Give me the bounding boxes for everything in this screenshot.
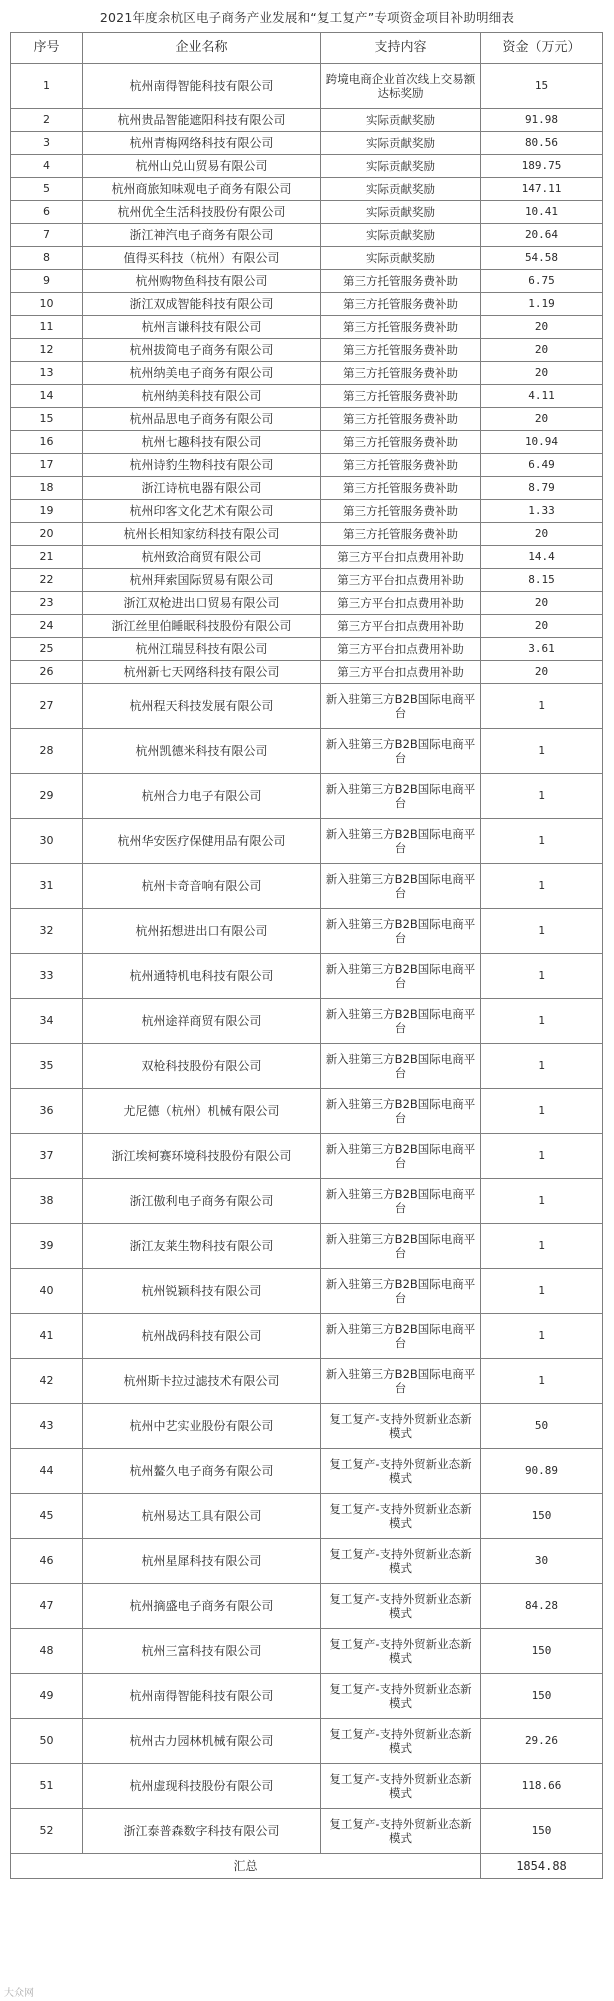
row-support-type: 跨境电商企业首次线上交易额达标奖励	[321, 64, 481, 109]
row-company-name: 杭州合力电子有限公司	[83, 774, 321, 819]
row-no: 15	[11, 408, 83, 431]
row-amount: 6.75	[481, 270, 603, 293]
row-amount: 1	[481, 684, 603, 729]
row-company-name: 杭州商旅知味观电子商务有限公司	[83, 178, 321, 201]
row-no: 4	[11, 155, 83, 178]
table-row	[11, 1134, 603, 1179]
row-company-name: 浙江傲利电子商务有限公司	[83, 1179, 321, 1224]
table-row	[11, 1674, 603, 1719]
row-support-type: 第三方托管服务费补助	[321, 362, 481, 385]
row-no: 42	[11, 1359, 83, 1404]
row-company-name: 杭州山兑山贸易有限公司	[83, 155, 321, 178]
row-support-type: 新入驻第三方B2B国际电商平台	[321, 1134, 481, 1179]
table-row	[11, 1179, 603, 1224]
row-no: 10	[11, 293, 83, 316]
row-company-name: 尤尼德（杭州）机械有限公司	[83, 1089, 321, 1134]
row-amount: 189.75	[481, 155, 603, 178]
row-support-type: 实际贡献奖励	[321, 224, 481, 247]
row-company-name: 浙江泰普森数字科技有限公司	[83, 1809, 321, 1854]
subsidy-table	[10, 32, 603, 1879]
table-row	[11, 1809, 603, 1854]
row-no: 40	[11, 1269, 83, 1314]
row-no: 24	[11, 615, 83, 638]
row-amount: 1	[481, 1359, 603, 1404]
row-support-type: 实际贡献奖励	[321, 109, 481, 132]
row-amount: 147.11	[481, 178, 603, 201]
row-support-type: 第三方平台扣点费用补助	[321, 615, 481, 638]
row-support-type: 第三方托管服务费补助	[321, 270, 481, 293]
row-amount: 1	[481, 1134, 603, 1179]
row-no: 12	[11, 339, 83, 362]
row-amount: 1	[481, 729, 603, 774]
row-company-name: 杭州星犀科技有限公司	[83, 1539, 321, 1584]
row-company-name: 杭州卡奇音响有限公司	[83, 864, 321, 909]
row-no: 51	[11, 1764, 83, 1809]
row-company-name: 杭州印客文化艺术有限公司	[83, 500, 321, 523]
table-row	[11, 523, 603, 546]
row-no: 17	[11, 454, 83, 477]
table-row	[11, 178, 603, 201]
row-support-type: 第三方托管服务费补助	[321, 316, 481, 339]
row-support-type: 第三方托管服务费补助	[321, 523, 481, 546]
table-row	[11, 1449, 603, 1494]
row-no: 23	[11, 592, 83, 615]
header-amount: 资金（万元）	[481, 33, 603, 64]
row-company-name: 双枪科技股份有限公司	[83, 1044, 321, 1089]
row-support-type: 实际贡献奖励	[321, 178, 481, 201]
row-no: 22	[11, 569, 83, 592]
row-support-type: 第三方托管服务费补助	[321, 293, 481, 316]
row-company-name: 杭州品思电子商务有限公司	[83, 408, 321, 431]
row-no: 34	[11, 999, 83, 1044]
row-no: 32	[11, 909, 83, 954]
row-company-name: 杭州南得智能科技有限公司	[83, 64, 321, 109]
row-no: 44	[11, 1449, 83, 1494]
row-company-name: 杭州优全生活科技股份有限公司	[83, 201, 321, 224]
row-support-type: 新入驻第三方B2B国际电商平台	[321, 729, 481, 774]
header-company-name: 企业名称	[83, 33, 321, 64]
row-amount: 14.4	[481, 546, 603, 569]
row-support-type: 新入驻第三方B2B国际电商平台	[321, 909, 481, 954]
row-company-name: 浙江神汽电子商务有限公司	[83, 224, 321, 247]
table-row	[11, 1719, 603, 1764]
table-row	[11, 339, 603, 362]
row-amount: 4.11	[481, 385, 603, 408]
row-support-type: 第三方托管服务费补助	[321, 500, 481, 523]
row-support-type: 新入驻第三方B2B国际电商平台	[321, 1089, 481, 1134]
row-company-name: 浙江友莱生物科技有限公司	[83, 1224, 321, 1269]
row-support-type: 新入驻第三方B2B国际电商平台	[321, 954, 481, 999]
row-company-name: 杭州斯卡拉过滤技术有限公司	[83, 1359, 321, 1404]
total-amount: 1854.88	[481, 1854, 603, 1879]
row-amount: 84.28	[481, 1584, 603, 1629]
row-company-name: 杭州纳美科技有限公司	[83, 385, 321, 408]
table-row	[11, 592, 603, 615]
table-row	[11, 729, 603, 774]
table-row	[11, 1494, 603, 1539]
table-row	[11, 477, 603, 500]
row-no: 31	[11, 864, 83, 909]
row-no: 21	[11, 546, 83, 569]
row-company-name: 杭州中艺实业股份有限公司	[83, 1404, 321, 1449]
row-amount: 29.26	[481, 1719, 603, 1764]
table-row	[11, 774, 603, 819]
row-support-type: 第三方托管服务费补助	[321, 385, 481, 408]
row-company-name: 杭州拓想进出口有限公司	[83, 909, 321, 954]
row-company-name: 杭州言谦科技有限公司	[83, 316, 321, 339]
table-row	[11, 1269, 603, 1314]
row-support-type: 第三方托管服务费补助	[321, 339, 481, 362]
table-row	[11, 615, 603, 638]
row-amount: 1	[481, 864, 603, 909]
row-no: 48	[11, 1629, 83, 1674]
row-amount: 20	[481, 339, 603, 362]
row-support-type: 第三方托管服务费补助	[321, 454, 481, 477]
row-amount: 150	[481, 1629, 603, 1674]
row-company-name: 浙江丝里伯睡眠科技股份有限公司	[83, 615, 321, 638]
row-support-type: 第三方平台扣点费用补助	[321, 638, 481, 661]
row-company-name: 杭州摘盛电子商务有限公司	[83, 1584, 321, 1629]
row-support-type: 第三方托管服务费补助	[321, 408, 481, 431]
row-amount: 1	[481, 1269, 603, 1314]
table-row	[11, 109, 603, 132]
row-amount: 30	[481, 1539, 603, 1584]
row-amount: 1	[481, 1224, 603, 1269]
row-support-type: 第三方平台扣点费用补助	[321, 661, 481, 684]
table-row	[11, 224, 603, 247]
table-row	[11, 201, 603, 224]
row-amount: 10.41	[481, 201, 603, 224]
row-no: 43	[11, 1404, 83, 1449]
row-no: 33	[11, 954, 83, 999]
table-row	[11, 819, 603, 864]
row-amount: 6.49	[481, 454, 603, 477]
row-no: 28	[11, 729, 83, 774]
row-company-name: 杭州新七天网络科技有限公司	[83, 661, 321, 684]
row-company-name: 杭州拔简电子商务有限公司	[83, 339, 321, 362]
row-amount: 20	[481, 661, 603, 684]
row-support-type: 复工复产-支持外贸新业态新模式	[321, 1809, 481, 1854]
row-company-name: 杭州南得智能科技有限公司	[83, 1674, 321, 1719]
row-no: 19	[11, 500, 83, 523]
row-company-name: 杭州长相知家纺科技有限公司	[83, 523, 321, 546]
row-support-type: 复工复产-支持外贸新业态新模式	[321, 1494, 481, 1539]
row-no: 41	[11, 1314, 83, 1359]
row-no: 50	[11, 1719, 83, 1764]
row-company-name: 杭州诗豹生物科技有限公司	[83, 454, 321, 477]
row-support-type: 复工复产-支持外贸新业态新模式	[321, 1584, 481, 1629]
header-row	[11, 33, 603, 64]
row-no: 11	[11, 316, 83, 339]
table-row	[11, 500, 603, 523]
row-amount: 1	[481, 1314, 603, 1359]
row-support-type: 复工复产-支持外贸新业态新模式	[321, 1674, 481, 1719]
row-amount: 15	[481, 64, 603, 109]
row-amount: 1.19	[481, 293, 603, 316]
row-support-type: 复工复产-支持外贸新业态新模式	[321, 1449, 481, 1494]
row-company-name: 浙江双枪进出口贸易有限公司	[83, 592, 321, 615]
row-company-name: 浙江埃柯赛环境科技股份有限公司	[83, 1134, 321, 1179]
row-no: 16	[11, 431, 83, 454]
row-company-name: 杭州购物鱼科技有限公司	[83, 270, 321, 293]
row-support-type: 新入驻第三方B2B国际电商平台	[321, 1359, 481, 1404]
row-amount: 150	[481, 1494, 603, 1539]
row-support-type: 实际贡献奖励	[321, 247, 481, 270]
row-support-type: 复工复产-支持外贸新业态新模式	[321, 1719, 481, 1764]
table-row	[11, 954, 603, 999]
row-no: 35	[11, 1044, 83, 1089]
table-row	[11, 431, 603, 454]
row-amount: 90.89	[481, 1449, 603, 1494]
row-company-name: 杭州途祥商贸有限公司	[83, 999, 321, 1044]
row-support-type: 第三方平台扣点费用补助	[321, 546, 481, 569]
table-row	[11, 408, 603, 431]
row-support-type: 新入驻第三方B2B国际电商平台	[321, 1224, 481, 1269]
total-label: 汇总	[11, 1854, 481, 1879]
row-amount: 118.66	[481, 1764, 603, 1809]
row-company-name: 杭州虚现科技股份有限公司	[83, 1764, 321, 1809]
row-amount: 1	[481, 819, 603, 864]
table-row	[11, 64, 603, 109]
row-no: 27	[11, 684, 83, 729]
row-support-type: 第三方平台扣点费用补助	[321, 592, 481, 615]
row-amount: 20	[481, 362, 603, 385]
row-amount: 91.98	[481, 109, 603, 132]
table-row	[11, 999, 603, 1044]
row-no: 37	[11, 1134, 83, 1179]
row-company-name: 浙江诗杭电器有限公司	[83, 477, 321, 500]
row-support-type: 新入驻第三方B2B国际电商平台	[321, 999, 481, 1044]
row-support-type: 新入驻第三方B2B国际电商平台	[321, 774, 481, 819]
row-amount: 50	[481, 1404, 603, 1449]
row-no: 36	[11, 1089, 83, 1134]
row-amount: 1	[481, 999, 603, 1044]
row-amount: 1	[481, 1179, 603, 1224]
row-support-type: 新入驻第三方B2B国际电商平台	[321, 1269, 481, 1314]
table-row	[11, 1404, 603, 1449]
table-row	[11, 1764, 603, 1809]
row-amount: 20	[481, 408, 603, 431]
header-no: 序号	[11, 33, 83, 64]
row-company-name: 杭州华安医疗保健用品有限公司	[83, 819, 321, 864]
row-amount: 54.58	[481, 247, 603, 270]
row-amount: 1	[481, 774, 603, 819]
row-amount: 20	[481, 523, 603, 546]
page-title: 2021年度余杭区电子商务产业发展和“复工复产”专项资金项目补助明细表	[99, 10, 515, 25]
table-row	[11, 454, 603, 477]
row-amount: 20.64	[481, 224, 603, 247]
row-no: 30	[11, 819, 83, 864]
row-no: 47	[11, 1584, 83, 1629]
row-amount: 80.56	[481, 132, 603, 155]
table-row	[11, 362, 603, 385]
table-row	[11, 684, 603, 729]
row-amount: 10.94	[481, 431, 603, 454]
row-no: 29	[11, 774, 83, 819]
row-company-name: 杭州致洽商贸有限公司	[83, 546, 321, 569]
row-no: 2	[11, 109, 83, 132]
row-amount: 8.79	[481, 477, 603, 500]
row-company-name: 杭州易达工具有限公司	[83, 1494, 321, 1539]
row-no: 26	[11, 661, 83, 684]
row-company-name: 杭州凯德米科技有限公司	[83, 729, 321, 774]
row-no: 38	[11, 1179, 83, 1224]
row-no: 7	[11, 224, 83, 247]
row-company-name: 杭州贵品智能遮阳科技有限公司	[83, 109, 321, 132]
row-amount: 1	[481, 909, 603, 954]
row-company-name: 杭州纳美电子商务有限公司	[83, 362, 321, 385]
row-support-type: 新入驻第三方B2B国际电商平台	[321, 1179, 481, 1224]
row-no: 20	[11, 523, 83, 546]
row-amount: 20	[481, 615, 603, 638]
watermark: 大众网	[4, 1988, 34, 1999]
table-row	[11, 247, 603, 270]
row-amount: 1	[481, 1089, 603, 1134]
table-row	[11, 638, 603, 661]
row-amount: 20	[481, 592, 603, 615]
row-no: 39	[11, 1224, 83, 1269]
header-support-type: 支持内容	[321, 33, 481, 64]
table-row	[11, 546, 603, 569]
table-row	[11, 1584, 603, 1629]
row-company-name: 值得买科技（杭州）有限公司	[83, 247, 321, 270]
row-support-type: 复工复产-支持外贸新业态新模式	[321, 1404, 481, 1449]
table-row	[11, 132, 603, 155]
table-row	[11, 1224, 603, 1269]
row-support-type: 新入驻第三方B2B国际电商平台	[321, 1044, 481, 1089]
row-support-type: 新入驻第三方B2B国际电商平台	[321, 864, 481, 909]
row-support-type: 新入驻第三方B2B国际电商平台	[321, 819, 481, 864]
row-company-name: 浙江双成智能科技有限公司	[83, 293, 321, 316]
row-company-name: 杭州七趣科技有限公司	[83, 431, 321, 454]
row-company-name: 杭州三富科技有限公司	[83, 1629, 321, 1674]
table-row	[11, 155, 603, 178]
row-no: 6	[11, 201, 83, 224]
table-row	[11, 864, 603, 909]
row-amount: 1	[481, 1044, 603, 1089]
row-support-type: 复工复产-支持外贸新业态新模式	[321, 1629, 481, 1674]
table-row	[11, 1314, 603, 1359]
row-no: 14	[11, 385, 83, 408]
table-row	[11, 1629, 603, 1674]
row-no: 49	[11, 1674, 83, 1719]
row-support-type: 实际贡献奖励	[321, 201, 481, 224]
table-row	[11, 1089, 603, 1134]
row-no: 1	[11, 64, 83, 109]
total-row	[11, 1854, 603, 1879]
row-company-name: 杭州拜索国际贸易有限公司	[83, 569, 321, 592]
table-row	[11, 1044, 603, 1089]
row-amount: 1.33	[481, 500, 603, 523]
row-no: 8	[11, 247, 83, 270]
row-company-name: 杭州战码科技有限公司	[83, 1314, 321, 1359]
row-support-type: 第三方托管服务费补助	[321, 431, 481, 454]
table-row	[11, 909, 603, 954]
row-amount: 150	[481, 1674, 603, 1719]
row-no: 52	[11, 1809, 83, 1854]
row-amount: 150	[481, 1809, 603, 1854]
row-no: 18	[11, 477, 83, 500]
row-amount: 20	[481, 316, 603, 339]
row-company-name: 杭州锐颖科技有限公司	[83, 1269, 321, 1314]
table-row	[11, 1539, 603, 1584]
row-company-name: 杭州古力园林机械有限公司	[83, 1719, 321, 1764]
table-row	[11, 385, 603, 408]
row-support-type: 实际贡献奖励	[321, 155, 481, 178]
row-company-name: 杭州程天科技发展有限公司	[83, 684, 321, 729]
table-row	[11, 1359, 603, 1404]
row-company-name: 杭州青梅网络科技有限公司	[83, 132, 321, 155]
row-no: 3	[11, 132, 83, 155]
row-company-name: 杭州通特机电科技有限公司	[83, 954, 321, 999]
row-no: 46	[11, 1539, 83, 1584]
table-header	[11, 33, 603, 64]
row-amount: 1	[481, 954, 603, 999]
row-support-type: 第三方平台扣点费用补助	[321, 569, 481, 592]
table-row	[11, 661, 603, 684]
table-row	[11, 293, 603, 316]
row-company-name: 杭州鳌久电子商务有限公司	[83, 1449, 321, 1494]
row-support-type: 复工复产-支持外贸新业态新模式	[321, 1539, 481, 1584]
row-no: 13	[11, 362, 83, 385]
row-amount: 8.15	[481, 569, 603, 592]
table-row	[11, 270, 603, 293]
table-row	[11, 316, 603, 339]
row-no: 25	[11, 638, 83, 661]
table-body	[11, 64, 603, 1879]
row-company-name: 杭州江瑞昱科技有限公司	[83, 638, 321, 661]
row-amount: 3.61	[481, 638, 603, 661]
row-support-type: 实际贡献奖励	[321, 132, 481, 155]
table-row	[11, 569, 603, 592]
row-no: 9	[11, 270, 83, 293]
row-support-type: 新入驻第三方B2B国际电商平台	[321, 684, 481, 729]
row-support-type: 第三方托管服务费补助	[321, 477, 481, 500]
row-support-type: 复工复产-支持外贸新业态新模式	[321, 1764, 481, 1809]
row-support-type: 新入驻第三方B2B国际电商平台	[321, 1314, 481, 1359]
row-no: 45	[11, 1494, 83, 1539]
row-no: 5	[11, 178, 83, 201]
